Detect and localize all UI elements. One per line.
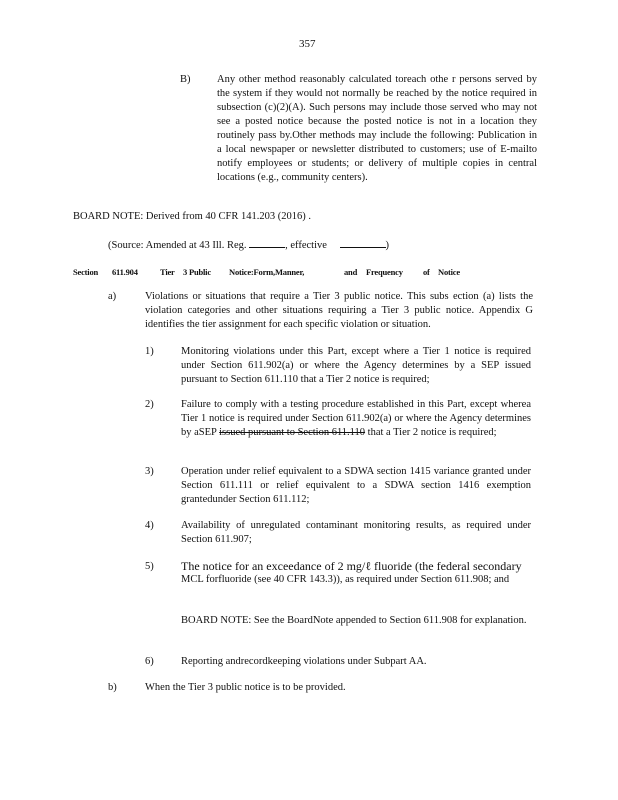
subitem-text-part: MCL forfluoride (see 40 CFR 143.3)), as required under Section 611.908; and [181, 574, 510, 585]
heading-word: and [344, 267, 358, 277]
source-suffix: ) [385, 240, 390, 251]
subitem-text: Monitoring violations under this Part, except where a Tier 1 notice is required under Section 611.902(a) or where the Agency determines by a SEP issued pursuant to Section 611.110 that a Tier 2 notice is required; [181, 346, 531, 385]
blank-line [340, 238, 386, 248]
heading-word: Frequency [366, 267, 403, 277]
paragraph: Any other method reasonably calculated toreach othe r persons served by the system if they would not normally be reached by the notice required in subsection (c)(2)(A). Such persons may include those served who may not see a posted notice because the posted notice is not in a location they routinely pass by.Other methods may include the following: Publication in a local newspaper or newsletter distributed to customers; use of E-mailto notify employees or students; or delivery of multiple copies in central locations (e.g., community centers). [217, 74, 537, 183]
source-prefix: (Source: Amended at 43 Ill. Reg. [108, 240, 247, 251]
section-number: 611.904 [112, 267, 138, 277]
heading-word: Notice:Form,Manner, [229, 267, 305, 277]
subitem-text [181, 559, 531, 587]
item-label: b) [108, 682, 117, 693]
heading-word: 3 Public [183, 267, 211, 277]
paragraph: Violations or situations that require a Tier 3 public notice. This subs ection (a) lists the violation categories and other situations requiring a Tier 3 public notice. Appendix G identifies the tier assignment for each specific violation or situation. [145, 291, 533, 330]
subitem-label: 1) [145, 346, 154, 357]
source-mid: , effective [285, 240, 327, 251]
subitem-text: Reporting andrecordkeeping violations under Subpart AA. [181, 656, 427, 667]
board-note: BOARD NOTE: See the BoardNote appended to Section 611.908 for explanation. [181, 615, 527, 626]
heading-word: of [423, 267, 430, 277]
subitem-text-part: Failure to comply with a testing procedure established in this Part, except wherea Tier 1 notice is required under Section 611.902(a) or where the Agency determines by aSEP [181, 399, 531, 438]
subitem-text-part: that a Tier 2 notice is required; [365, 427, 497, 438]
subitem-text-part: The notice for an exceedance of 2 mg/ℓ fluoride (the federal secondary [181, 559, 522, 573]
subitem-label: 5) [145, 561, 154, 572]
subitem-text: Operation under relief equivalent to a SDWA section 1415 variance granted under Section 611.111 or relief equivalent to a SDWA section 1416 exemption grantedunder Section 611.112; [181, 466, 531, 505]
subitem-text: Availability of unregulated contaminant monitoring results, as required under Section 611.907; [181, 520, 531, 545]
subitem-label: 4) [145, 520, 154, 531]
page-number: 357 [299, 38, 316, 50]
subitem-label: 3) [145, 466, 154, 477]
paragraph: When the Tier 3 public notice is to be provided. [145, 682, 346, 693]
subitem-label: 2) [145, 399, 154, 410]
source-line [108, 238, 389, 253]
board-note: BOARD NOTE: Derived from 40 CFR 141.203 (2016) . [73, 211, 311, 222]
subitem-text [181, 398, 531, 440]
blank-line [249, 238, 285, 248]
struck-text: issued pursuant to Section 611.110 [219, 427, 366, 438]
item-label: B) [180, 74, 191, 85]
heading-word: Tier [160, 267, 175, 277]
subitem-label: 6) [145, 656, 154, 667]
section-label: Section [73, 267, 99, 277]
heading-word: Notice [438, 267, 460, 277]
item-label: a) [108, 291, 117, 302]
